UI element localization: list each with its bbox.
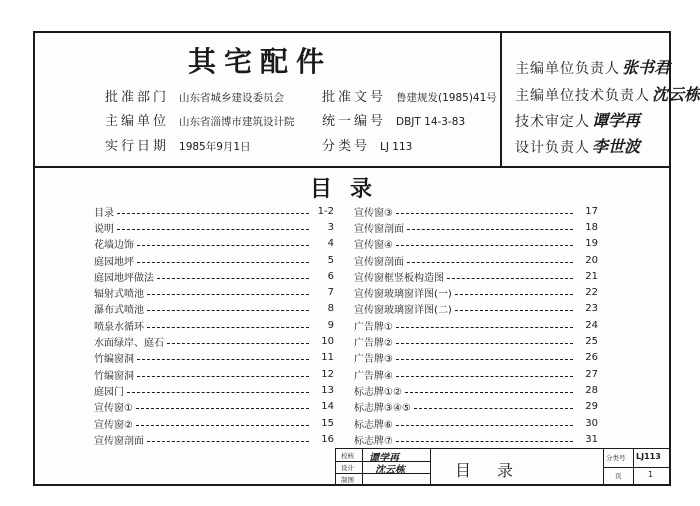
toc-entry-page: 27 bbox=[585, 368, 598, 380]
toc-leader bbox=[137, 359, 309, 360]
toc-entry-page: 6 bbox=[327, 270, 334, 282]
toc-leader bbox=[137, 245, 309, 246]
signature-handwritten: 谭学再 bbox=[369, 453, 399, 464]
toc-leader bbox=[136, 408, 309, 409]
toc-entry bbox=[354, 317, 598, 333]
toc-entry-title: 庭园门 bbox=[94, 386, 124, 398]
toc-leader bbox=[396, 327, 573, 328]
toc-entry bbox=[354, 350, 598, 366]
header-vertical-divider bbox=[500, 31, 502, 167]
toc-leader bbox=[167, 343, 309, 344]
responsible-design-chief: 设计负责人 李世波 bbox=[515, 137, 641, 156]
toc-entry-page: 7 bbox=[327, 287, 334, 299]
toc-leader bbox=[117, 229, 309, 230]
toc-entry-page: 18 bbox=[585, 221, 598, 233]
toc-entry-title: 庭园地坪做法 bbox=[94, 272, 154, 284]
signature-handwritten: 张书君 bbox=[622, 58, 671, 77]
toc-entry bbox=[94, 284, 334, 300]
toc-entry bbox=[94, 333, 334, 349]
tb-row-design: 设计 bbox=[341, 464, 354, 472]
toc-entry-page: 11 bbox=[321, 352, 334, 364]
toc-entry bbox=[354, 203, 598, 219]
toc-entry-title: 庭园地坪 bbox=[94, 256, 134, 268]
toc-entry-page: 3 bbox=[327, 221, 334, 233]
toc-entry-title: 瀑布式喷池 bbox=[94, 305, 144, 317]
toc-entry-title: 宣传窗③ bbox=[354, 207, 393, 219]
title-block bbox=[335, 448, 671, 486]
toc-entry-page: 1-2 bbox=[317, 205, 334, 217]
toc-entry-title: 标志牌①② bbox=[354, 386, 402, 398]
toc-entry bbox=[354, 284, 598, 300]
toc-entry bbox=[354, 301, 598, 317]
toc-entry bbox=[94, 219, 334, 235]
toc-entry-page: 20 bbox=[585, 254, 598, 266]
toc-entry bbox=[354, 366, 598, 382]
toc-entry bbox=[94, 268, 334, 284]
meta-unified-no: 统一编号 DBJT 14-3-83 bbox=[322, 114, 466, 129]
toc-entry-page: 14 bbox=[321, 401, 334, 413]
toc-entry-title: 宣传窗② bbox=[94, 419, 133, 431]
toc-leader bbox=[396, 376, 573, 377]
responsible-tech-reviewer: 技术审定人 谭学再 bbox=[515, 111, 641, 130]
toc-leader bbox=[396, 359, 573, 360]
toc-leader bbox=[407, 229, 573, 230]
toc-entry-title: 目录 bbox=[94, 207, 114, 219]
toc-entry-title: 标志牌③④⑤ bbox=[354, 403, 411, 415]
toc-entry bbox=[354, 382, 598, 398]
toc-entry-page: 19 bbox=[585, 238, 598, 250]
toc-entry-title: 标志牌⑦ bbox=[354, 435, 393, 447]
header-divider bbox=[33, 166, 671, 168]
toc-leader bbox=[396, 441, 573, 442]
tb-drawing-name: 目录 bbox=[455, 461, 540, 480]
signature-handwritten: 沈云栋 bbox=[375, 465, 405, 476]
toc-entry-page: 17 bbox=[585, 205, 598, 217]
responsible-chief: 主编单位负责人 张书君 bbox=[515, 58, 671, 77]
toc-entry-page: 5 bbox=[327, 254, 334, 266]
toc-leader bbox=[455, 294, 573, 295]
toc-entry-title: 广告牌② bbox=[354, 338, 393, 350]
toc-entry bbox=[94, 301, 334, 317]
toc-entry-page: 26 bbox=[585, 352, 598, 364]
toc-entry bbox=[94, 252, 334, 268]
toc-entry-title: 标志牌⑥ bbox=[354, 419, 393, 431]
toc-entry bbox=[354, 252, 598, 268]
toc-entry-title: 广告牌③ bbox=[354, 354, 393, 366]
toc-entry-page: 28 bbox=[585, 384, 598, 396]
toc-entry-title: 说明 bbox=[94, 223, 114, 235]
toc-entry bbox=[354, 268, 598, 284]
tb-class-value: LJ113 bbox=[636, 452, 661, 461]
toc-entry-title: 广告牌④ bbox=[354, 370, 393, 382]
toc-entry-title: 宣传窗剖面 bbox=[354, 256, 404, 268]
toc-entry bbox=[354, 399, 598, 415]
toc-leader bbox=[396, 425, 573, 426]
toc-leader bbox=[407, 262, 573, 263]
toc-leader bbox=[137, 376, 309, 377]
toc-entry-title: 花墙边饰 bbox=[94, 240, 134, 252]
toc-leader bbox=[447, 278, 573, 279]
signature-handwritten: 沈云栋 bbox=[652, 85, 700, 104]
tb-row-draw: 制图 bbox=[341, 476, 354, 484]
tb-row-check: 校核 bbox=[341, 452, 354, 460]
meta-approval-dept: 批准部门 山东省城乡建设委员会 bbox=[105, 90, 285, 105]
meta-approval-no: 批准文号 鲁建规发(1985)41号 bbox=[322, 90, 497, 105]
toc-heading: 目录 bbox=[309, 176, 390, 202]
toc-entry-page: 4 bbox=[327, 238, 334, 250]
tb-class-label: 分类号 bbox=[606, 454, 626, 462]
toc-entry-page: 12 bbox=[321, 368, 334, 380]
toc-entry-page: 25 bbox=[585, 336, 598, 348]
toc-entry-page: 9 bbox=[327, 319, 334, 331]
meta-class-no: 分类号 LJ 113 bbox=[322, 139, 413, 154]
toc-entry-title: 宣传窗① bbox=[94, 403, 133, 415]
toc-entry-page: 10 bbox=[321, 336, 334, 348]
toc-entry-title: 宣传窗框竖板构造图 bbox=[354, 272, 444, 284]
tb-page-value: 1 bbox=[648, 470, 654, 479]
toc-entry-title: 辐射式喷池 bbox=[94, 289, 144, 301]
toc-entry-page: 22 bbox=[585, 287, 598, 299]
toc-entry bbox=[94, 236, 334, 252]
toc-entry bbox=[354, 431, 598, 447]
toc-leader bbox=[147, 310, 309, 311]
toc-entry-title: 宣传窗④ bbox=[354, 240, 393, 252]
toc-leader bbox=[455, 310, 573, 311]
toc-leader bbox=[157, 278, 309, 279]
tb-page-label: 页 bbox=[615, 472, 622, 480]
toc-entry-page: 29 bbox=[585, 401, 598, 413]
toc-entry-title: 喷泉水循环 bbox=[94, 321, 144, 333]
toc-entry bbox=[354, 219, 598, 235]
toc-entry bbox=[94, 317, 334, 333]
toc-entry bbox=[94, 415, 334, 431]
toc-entry-page: 13 bbox=[321, 384, 334, 396]
toc-entry bbox=[94, 350, 334, 366]
toc-left-column bbox=[94, 203, 334, 447]
toc-entry-page: 16 bbox=[321, 433, 334, 445]
toc-entry-title: 竹编窗洞 bbox=[94, 370, 134, 382]
toc-entry-page: 21 bbox=[585, 270, 598, 282]
toc-leader bbox=[137, 262, 309, 263]
toc-leader bbox=[136, 425, 309, 426]
toc-leader bbox=[414, 408, 573, 409]
toc-leader bbox=[396, 343, 573, 344]
toc-entry bbox=[354, 415, 598, 431]
toc-entry bbox=[354, 236, 598, 252]
toc-entry bbox=[94, 382, 334, 398]
toc-leader bbox=[405, 392, 573, 393]
meta-editor-unit: 主编单位 山东省淄博市建筑设计院 bbox=[105, 114, 295, 129]
toc-entry-title: 宣传窗剖面 bbox=[94, 435, 144, 447]
toc-entry-page: 8 bbox=[327, 303, 334, 315]
toc-entry-page: 30 bbox=[585, 417, 598, 429]
toc-entry bbox=[94, 366, 334, 382]
toc-entry-page: 15 bbox=[321, 417, 334, 429]
toc-leader bbox=[147, 441, 309, 442]
toc-entry-title: 宣传窗玻璃窗详图(一) bbox=[354, 289, 452, 301]
toc-entry-page: 24 bbox=[585, 319, 598, 331]
page-title: 其宅配件 bbox=[187, 45, 332, 78]
toc-entry-title: 宣传窗剖面 bbox=[354, 223, 404, 235]
signature-handwritten: 谭学再 bbox=[592, 111, 641, 130]
toc-leader bbox=[127, 392, 309, 393]
toc-entry-title: 竹编窗洞 bbox=[94, 354, 134, 366]
responsible-tech-chief: 主编单位技术负责人 沈云栋 bbox=[515, 85, 700, 104]
toc-entry-title: 广告牌① bbox=[354, 321, 393, 333]
toc-leader bbox=[147, 294, 309, 295]
toc-leader bbox=[147, 327, 309, 328]
toc-leader bbox=[396, 213, 573, 214]
toc-leader bbox=[396, 245, 573, 246]
toc-entry bbox=[94, 203, 334, 219]
toc-entry bbox=[94, 399, 334, 415]
toc-entry bbox=[94, 431, 334, 447]
toc-entry-page: 23 bbox=[585, 303, 598, 315]
meta-effective-date: 实行日期 1985年9月1日 bbox=[105, 139, 251, 154]
signature-handwritten: 李世波 bbox=[592, 137, 641, 156]
toc-right-column bbox=[354, 203, 598, 447]
toc-entry-title: 宣传窗玻璃窗详图(二) bbox=[354, 305, 452, 317]
toc-entry-title: 水面绿岸、庭石 bbox=[94, 338, 164, 350]
toc-leader bbox=[117, 213, 309, 214]
toc-entry-page: 31 bbox=[585, 433, 598, 445]
toc-entry bbox=[354, 333, 598, 349]
